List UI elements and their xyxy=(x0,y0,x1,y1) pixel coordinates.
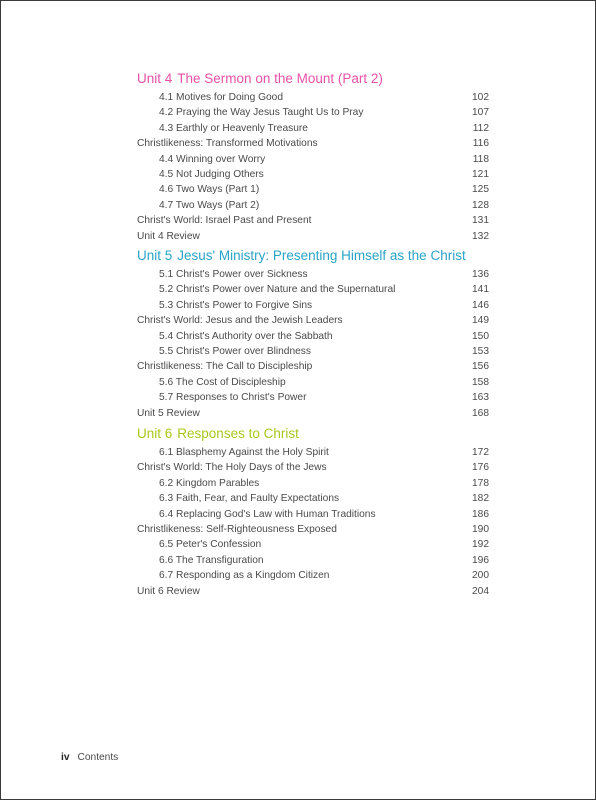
toc-entry-page-number: 182 xyxy=(472,493,489,505)
toc-entry xyxy=(137,213,489,228)
unit-4-heading xyxy=(137,69,489,89)
toc-entry-label: 6.4 Replacing God's Law with Human Traditions xyxy=(159,508,376,520)
unit-6-entries xyxy=(137,445,489,599)
toc-entry-label: 4.3 Earthly or Heavenly Treasure xyxy=(159,122,308,134)
unit-5-number: Unit 5 xyxy=(137,248,173,263)
toc-entry xyxy=(137,282,489,297)
toc-entry-label: 5.7 Responses to Christ's Power xyxy=(159,392,307,404)
toc-entry-label: 4.1 Motives for Doing Good xyxy=(159,92,284,103)
toc-entry xyxy=(137,553,489,568)
toc-entry xyxy=(137,375,489,390)
unit-4-title: The Sermon on the Mount (Part 2) xyxy=(177,71,383,86)
toc-entry xyxy=(137,406,489,421)
toc-entry-label: 6.7 Responding as a Kingdom Citizen xyxy=(159,570,330,582)
toc-entry-label: Christ's World: Israel Past and Present xyxy=(137,215,312,227)
toc-entry-page-number: 196 xyxy=(472,554,489,566)
toc-entry-label: Christ's World: The Holy Days of the Jews xyxy=(137,462,327,474)
toc-entry xyxy=(137,507,489,522)
toc-entry-label: Unit 4 Review xyxy=(137,230,200,242)
toc-entry-page-number: 204 xyxy=(472,585,489,597)
toc-entry-page-number: 116 xyxy=(472,138,489,150)
toc-entry-label: 6.3 Faith, Fear, and Faulty Expectations xyxy=(159,493,340,505)
toc-entry-label: 5.3 Christ's Power to Forgive Sins xyxy=(159,299,313,311)
toc-entry xyxy=(137,584,489,599)
toc-entry-label: 5.1 Christ's Power over Sickness xyxy=(159,269,308,280)
toc-entry-label: 4.6 Two Ways (Part 1) xyxy=(159,184,260,196)
toc-entry-page-number: 121 xyxy=(472,168,489,180)
toc-entry-label: Christlikeness: The Call to Discipleship xyxy=(137,361,313,373)
toc-entry-label: 5.4 Christ's Authority over the Sabbath xyxy=(159,330,333,342)
toc-entry-label: 6.2 Kingdom Parables xyxy=(159,477,260,489)
toc-entry-label: 5.6 The Cost of Discipleship xyxy=(159,376,286,388)
toc-entry xyxy=(137,105,489,120)
toc-entry-label: Christlikeness: Self-Righteousness Exposed xyxy=(137,523,337,535)
unit-6-title: Responses to Christ xyxy=(177,426,299,441)
toc-entry xyxy=(137,313,489,328)
toc-entry xyxy=(137,136,489,151)
toc-entry-page-number: 132 xyxy=(472,230,489,242)
toc-entry-page-number: 200 xyxy=(472,570,489,582)
toc-entry-page-number: 131 xyxy=(472,215,489,227)
toc-entry xyxy=(137,229,489,244)
toc-entry-page-number: 156 xyxy=(472,361,489,373)
toc-entry xyxy=(137,329,489,344)
toc-entry-page-number: 176 xyxy=(472,462,489,474)
toc-entry xyxy=(137,390,489,405)
toc-entry-page-number: 168 xyxy=(472,407,489,419)
unit-4-entries xyxy=(137,90,489,244)
toc-entry-page-number: 186 xyxy=(472,508,489,520)
toc-entry-page-number: 163 xyxy=(472,392,489,404)
toc-entry-page-number: 146 xyxy=(472,299,489,311)
toc-entry-page-number: 158 xyxy=(472,376,489,388)
toc-entry-page-number: 141 xyxy=(472,284,489,296)
toc-entry xyxy=(137,90,489,105)
toc-entry xyxy=(137,167,489,182)
toc-entry-page-number: 153 xyxy=(472,345,489,357)
toc-entry xyxy=(137,198,489,213)
toc-entry-page-number: 128 xyxy=(472,199,489,211)
page-footer xyxy=(61,752,118,763)
footer-label: Contents xyxy=(77,752,119,763)
unit-5-section xyxy=(137,246,489,421)
toc-entry xyxy=(137,267,489,282)
toc-entry xyxy=(137,460,489,475)
toc-entry-label: 4.5 Not Judging Others xyxy=(159,168,264,180)
toc-entry xyxy=(137,121,489,136)
toc-entry-page-number: 102 xyxy=(472,92,489,103)
toc-entry-label: 5.5 Christ's Power over Blindness xyxy=(159,345,311,357)
toc-entry-label: Unit 5 Review xyxy=(137,407,200,419)
toc-entry-label: 4.4 Winning over Worry xyxy=(159,153,266,165)
toc-entry xyxy=(137,152,489,167)
toc-entry-label: 4.7 Two Ways (Part 2) xyxy=(159,199,260,211)
toc-entry xyxy=(137,476,489,491)
unit-4-section xyxy=(137,69,489,244)
unit-5-heading xyxy=(137,246,489,266)
toc-entry xyxy=(137,359,489,374)
toc-entry-page-number: 190 xyxy=(472,523,489,535)
toc-entry-page-number: 112 xyxy=(472,122,489,134)
toc-entry-label: Christlikeness: Transformed Motivations xyxy=(137,138,318,150)
toc-entry-page-number: 172 xyxy=(472,447,489,458)
toc-entry-page-number: 149 xyxy=(472,315,489,327)
unit-6-number: Unit 6 xyxy=(137,426,173,441)
toc-entry xyxy=(137,445,489,460)
toc-entry-page-number: 107 xyxy=(472,107,489,119)
toc-entry-page-number: 118 xyxy=(472,153,489,165)
toc-entry xyxy=(137,537,489,552)
toc-entry-page-number: 150 xyxy=(472,330,489,342)
toc-entry-page-number: 125 xyxy=(472,184,489,196)
toc-entry xyxy=(137,344,489,359)
toc-entry-label: Unit 6 Review xyxy=(137,585,200,597)
toc-entry-label: 4.2 Praying the Way Jesus Taught Us to Pray xyxy=(159,107,364,119)
toc-entry-label: 5.2 Christ's Power over Nature and the Supernatural xyxy=(159,284,396,296)
toc-entry xyxy=(137,568,489,583)
unit-6-heading xyxy=(137,424,489,444)
toc-entry xyxy=(137,298,489,313)
toc-entry-page-number: 192 xyxy=(472,539,489,551)
toc-entry-label: 6.5 Peter's Confession xyxy=(159,539,262,551)
toc-entry-page-number: 178 xyxy=(472,477,489,489)
unit-4-number: Unit 4 xyxy=(137,71,173,86)
toc-entry-label: 6.6 The Transfiguration xyxy=(159,554,264,566)
unit-5-entries xyxy=(137,267,489,421)
unit-6-section xyxy=(137,424,489,599)
footer-page-number: iv xyxy=(61,752,70,763)
toc-entry xyxy=(137,491,489,506)
toc-entry-label: Christ's World: Jesus and the Jewish Leaders xyxy=(137,315,343,327)
unit-5-title: Jesus' Ministry: Presenting Himself as the Christ xyxy=(177,248,466,263)
toc-entry-page-number: 136 xyxy=(472,269,489,280)
toc-entry-label: 6.1 Blasphemy Against the Holy Spirit xyxy=(159,447,329,458)
toc-entry xyxy=(137,522,489,537)
toc-entry xyxy=(137,182,489,197)
